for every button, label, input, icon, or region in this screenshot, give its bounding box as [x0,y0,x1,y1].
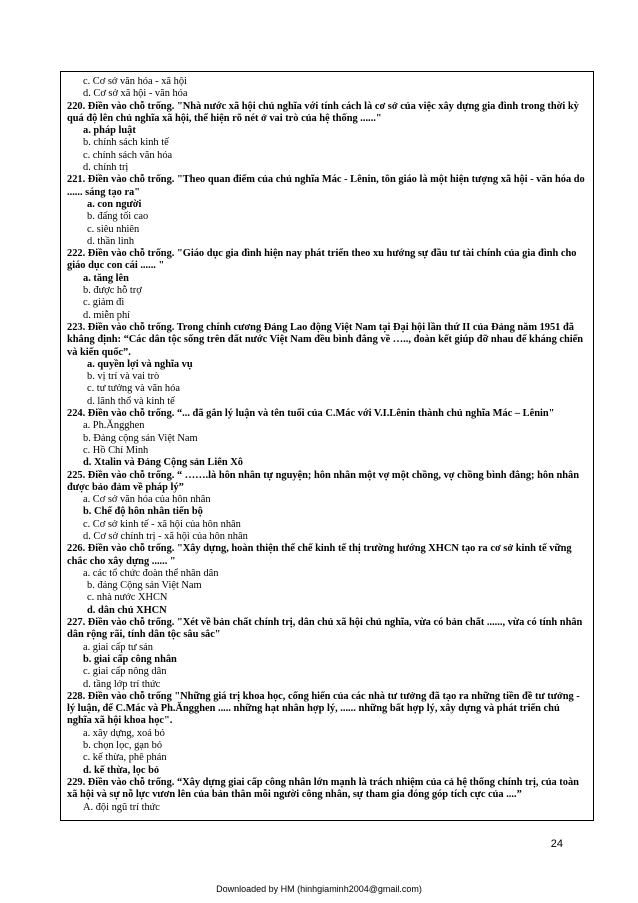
answer-option: a. Cơ sở văn hóa của hôn nhân [83,494,211,506]
answer-option: d. miễn phí [83,309,131,321]
answer-option: c. kế thừa, phê phán [83,752,167,764]
answer-option-correct: d. dân chủ XHCN [87,604,167,616]
answer-option-correct: a. tăng lên [83,272,129,284]
question-text: 223. Điền vào chỗ trống. Trong chính cương Đảng Lao động Việt Nam tại Đại hội lần thứ II của Đảng năm 1951 đã khẳng định: “Các dân tộc sống trên đất nước Việt Nam đều bình đẳng về ….., đoàn kết giúp đỡ nhau để kháng chiến và kiến quốc”. [67,321,584,358]
answer-option: b. được hỗ trợ [83,285,142,297]
answer-option: a. giai cấp tư sản [83,641,153,653]
answer-option: d. lãnh thổ và kinh tế [87,395,175,407]
answer-option-correct: b. giai cấp công nhân [83,653,177,665]
answer-option-correct: d. kế thừa, lọc bỏ [83,764,160,776]
page-number: 24 [550,838,563,850]
answer-option: b. chính sách kinh tế [83,137,169,149]
question-text: 227. Điền vào chỗ trống. "Xét về bản chất chính trị, dân chủ xã hội chủ nghĩa, vừa có bản chất ......, vừa có tính nhân dân rộng rãi, tính dân tộc sâu sắc" [67,617,583,641]
answer-option: c. siêu nhiên [87,223,140,235]
question-text: 225. Điền vào chỗ trống. “ …….là hôn nhân tự nguyện; hôn nhân một vợ một chồng, vợ chồng bình đẳng; hôn nhân được bảo đảm về pháp lý” [67,469,579,493]
content-box [60,71,594,821]
question-text: 222. Điền vào chỗ trống. "Giáo dục gia đình hiện nay phát triển theo xu hướng sự đầu tư tài chính của gia đình cho giáo dục con cái ...... " [67,248,577,272]
answer-option: b. đấng tối cao [87,211,149,223]
answer-option: b. chọn lọc, gạn bỏ [83,740,163,752]
answer-option: c. nhà nước XHCN [87,592,168,604]
answer-option-correct: a. con người [87,198,142,210]
answer-option: d. Cơ sở xã hội - văn hóa [83,88,188,100]
answer-option: a. xây dựng, xoá bỏ [83,727,165,739]
answer-option: b. đảng Cộng sản Việt Nam [87,580,202,592]
answer-option: c. Hồ Chí Minh [83,444,149,456]
download-footer: Downloaded by HM (hinhgiaminh2004@gmail.com) [216,884,422,894]
answer-option: d. thần linh [87,235,135,247]
question-text: 224. Điền vào chỗ trống. “... đã gắn lý luận và tên tuổi của C.Mác với V.I.Lênin thành chủ nghĩa Mác – Lênin" [67,408,555,420]
answer-option: d. chính trị [83,162,129,174]
answer-option: c. Cơ sở văn hóa - xã hội [83,76,187,87]
answer-option-correct: a. quyền lợi và nghĩa vụ [87,358,193,370]
answer-option: d. Cơ sở chính trị - xã hội của hôn nhân [83,530,248,542]
answer-option: c. tư tưởng và văn hóa [87,383,180,395]
question-text: 228. Điền vào chỗ trống "Những giá trị khoa học, cống hiến của các nhà tư tưởng đã tạo ra những tiền đề tư tưởng - lý luận, để C.Mác và Ph.Ăngghen ..... những hạt nhân hợp lý, ...... những bất hợp lý, xây dựng và phát triển chủ nghĩa xã hội khoa học". [67,690,580,727]
answer-option: d. tầng lớp trí thức [83,678,161,690]
answer-option: A. đội ngũ trí thức [83,801,160,813]
question-text: 229. Điền vào chỗ trống. “Xây dựng giai cấp công nhân lớn mạnh là trách nhiệm của cả hệ thống chính trị, của toàn xã hội và sự nỗ lực vươn lên của bản thân mỗi người công nhân, sự tham gia đóng góp tích cực của ....” [67,776,579,801]
answer-option: a. các tổ chức đoàn thể nhân dân [83,567,219,579]
answer-option: c. giảm đi [83,297,125,309]
answer-option-correct: d. Xtalin và Đảng Cộng sản Liên Xô [83,457,243,469]
answer-option: b. vị trí và vai trò [87,371,160,383]
answer-option: a. Ph.Ăngghen [83,420,145,432]
answer-option-correct: b. Chế độ hôn nhân tiến bộ [83,506,203,518]
question-text: 221. Điền vào chỗ trống. "Theo quan điểm của chủ nghĩa Mác - Lênin, tôn giáo là một hiện tượng xã hội - văn hóa do ...... sáng tạo ra" [67,174,585,198]
answer-option: c. chính sách văn hóa [83,149,173,161]
question-text: 226. Điền vào chỗ trống. "Xây dựng, hoàn thiện thể chế kinh tế thị trường hướng XHCN tạo ra cơ sở kinh tế vững chắc cho xây dựng ...... " [67,543,572,567]
answer-option-correct: a. pháp luật [83,125,136,137]
answer-option: c. Cơ sở kinh tế - xã hội của hôn nhân [83,518,241,530]
question-text: 220. Điền vào chỗ trống. "Nhà nước xã hội chủ nghĩa với tính cách là cơ sở của việc xây dựng gia đình trong thời kỳ quá độ lên chủ nghĩa xã hội, thể hiện rõ nét ở vai trò của hệ thống ......" [67,100,579,124]
answer-option: c. giai cấp nông dân [83,666,167,678]
answer-option: b. Đảng cộng sản Việt Nam [83,432,198,444]
